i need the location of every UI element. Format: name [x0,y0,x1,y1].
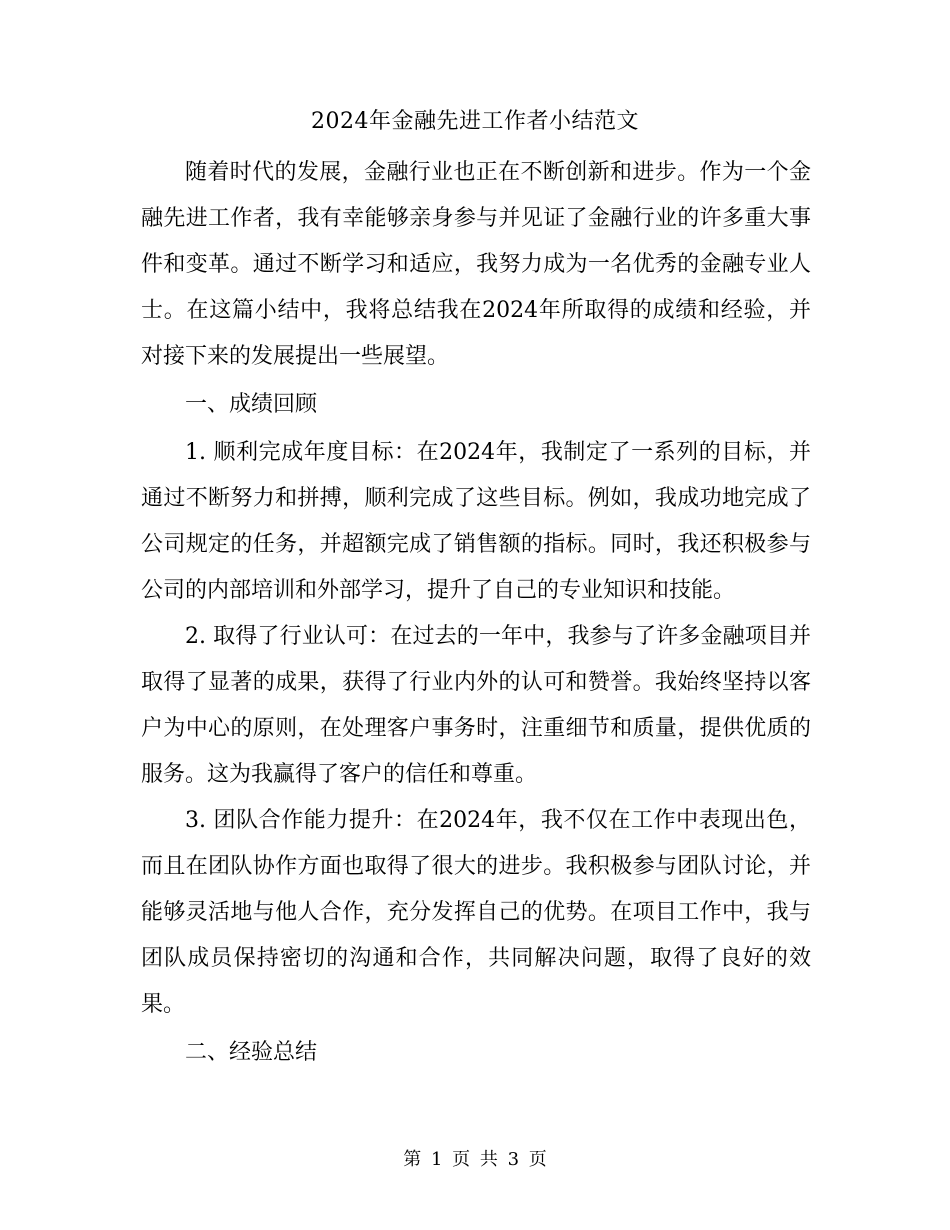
paragraph-item-1: 1. 顺利完成年度目标：在2024年，我制定了一系列的目标，并通过不断努力和拼搏，顺利完成了这些目标。例如，我成功地完成了公司规定的任务，并超额完成了销售额的指标。同时，我还积极参与公司的内部培训和外部学习，提升了自己的专业知识和技能。 [141,440,811,603]
paragraph-intro: 随着时代的发展，金融行业也正在不断创新和进步。作为一个金融先进工作者，我有幸能够亲身参与并见证了金融行业的许多重大事件和变革。通过不断学习和适应，我努力成为一名优秀的金融专业人士。在这篇小结中，我将总结我在2024年所取得的成绩和经验，并对接下来的发展提出一些展望。 [141,160,811,369]
section-heading-experience: 二、经验总结 [185,1040,318,1065]
paragraph-item-3: 3. 团队合作能力提升：在2024年，我不仅在工作中表现出色，而且在团队协作方面也取得了很大的进步。我积极参与团队讨论，并能够灵活地与他人合作，充分发挥自己的优势。在项目工作中，我与团队成员保持密切的沟通和合作，共同解决问题，取得了良好的效果。 [141,808,811,1017]
page-number-footer: 第 1 页 共 3 页 [403,1149,547,1170]
document-body [141,150,811,1078]
section-heading-achievements: 一、成绩回顾 [185,392,318,417]
paragraph-item-2: 2. 取得了行业认可：在过去的一年中，我参与了许多金融项目并取得了显著的成果，获得了行业内外的认可和赞誉。我始终坚持以客户为中心的原则，在处理客户事务时，注重细节和质量，提供优质的服务。这为我赢得了客户的信任和尊重。 [141,624,811,787]
document-title: 2024年金融先进工作者小结范文 [311,109,639,134]
